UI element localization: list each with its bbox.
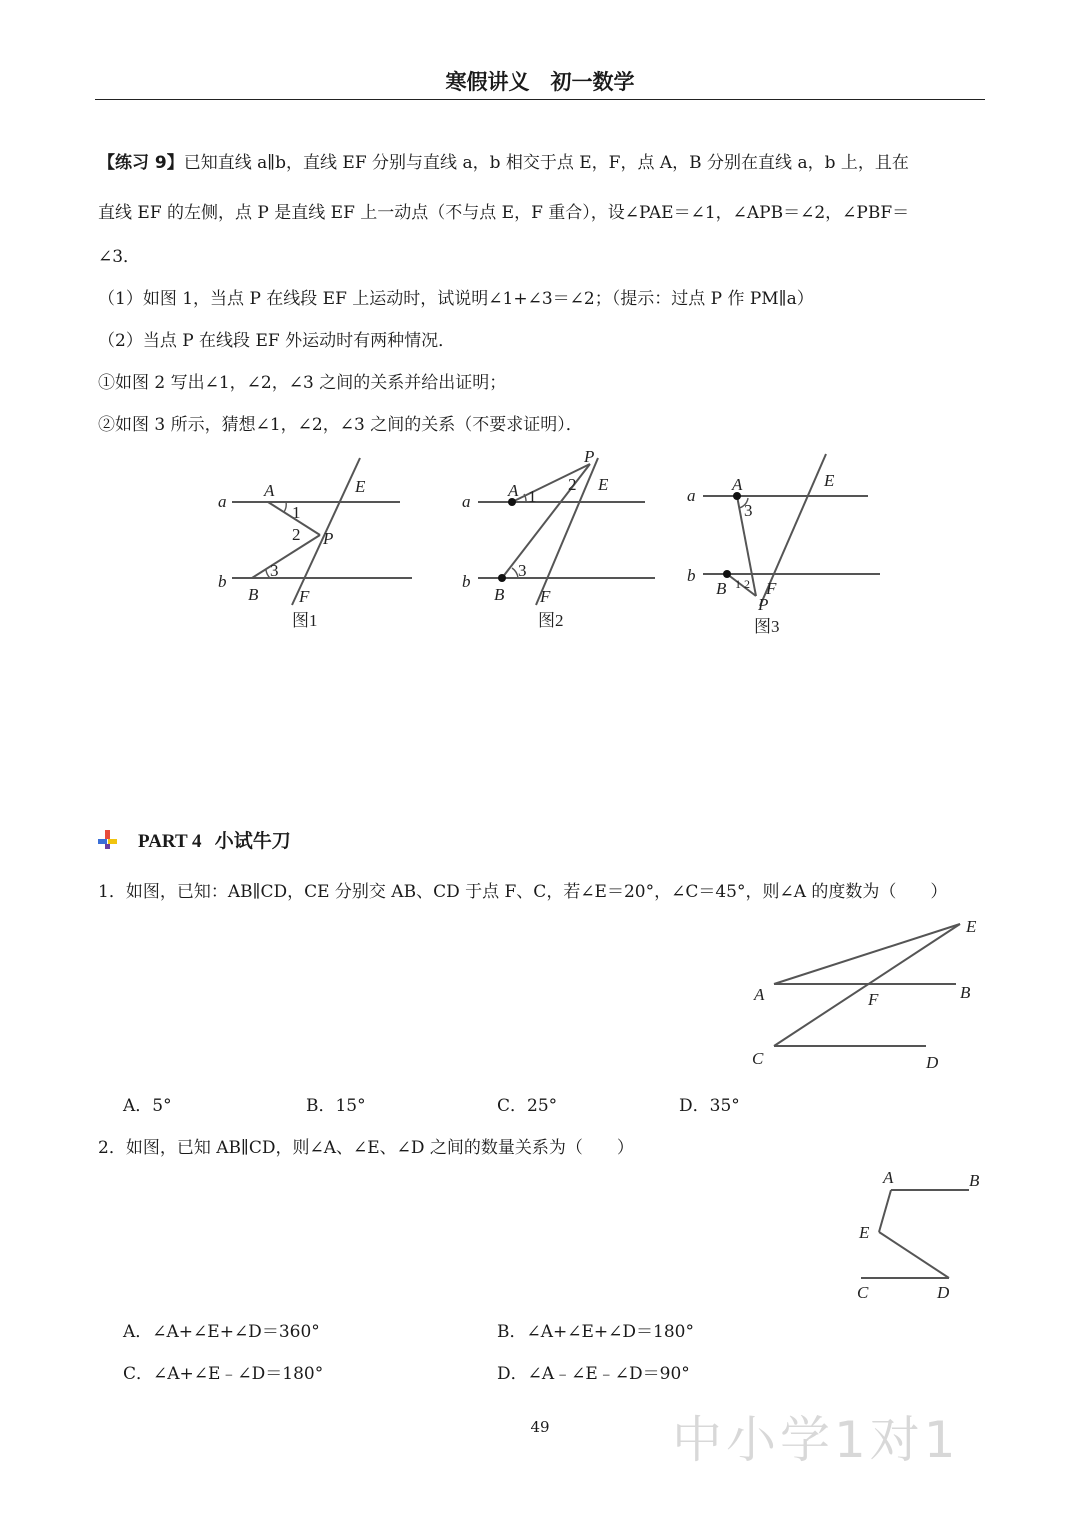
fig1-label-P: P [323, 529, 334, 548]
q2-label-A: A [883, 1168, 894, 1187]
q1-option-b[interactable]: B．15° [306, 1096, 366, 1116]
q1-label-C: C [752, 1049, 764, 1068]
q2-label-B: B [969, 1171, 980, 1190]
exercise-label: 【练习 9】 [98, 153, 184, 173]
fig2-point-B [498, 574, 506, 582]
part4-title: PART 4 [138, 831, 202, 852]
q1-stem: 1．如图，已知：AB∥CD，CE 分别交 AB、CD 于点 F、C，若∠E＝20°，∠C＝45°，则∠A 的度数为（ ） [98, 882, 948, 902]
fig3-caption: 图3 [754, 617, 780, 636]
part4-bullet-icon [98, 830, 118, 850]
fig3-label-a: a [687, 486, 696, 505]
fig2-label-angle2: 2 [568, 475, 577, 494]
q2-option-d[interactable]: D．∠A﹣∠E﹣∠D＝90° [497, 1364, 690, 1384]
figure-2-labels [462, 447, 609, 630]
fig1-segment-pb [252, 535, 320, 578]
exercise-line-2: 直线 EF 的左侧，点 P 是直线 EF 上一动点（不与点 E，F 重合），设∠PAE＝∠1，∠APB＝∠2，∠PBF＝ [98, 203, 910, 223]
header-rule [95, 99, 985, 100]
q1-segment-ae [774, 924, 960, 984]
question-2b: ②如图 3 所示，猜想∠1，∠2，∠3 之间的关系（不要求证明）． [98, 415, 583, 435]
figure-3 [703, 454, 880, 606]
fig1-caption: 图1 [292, 611, 318, 630]
exercise-text-1: 已知直线 a∥b，直线 EF 分别与直线 a，b 相交于点 E，F，点 A，B 分别在直线 a，b 上，且在 [183, 153, 909, 173]
fig1-label-b: b [218, 572, 227, 591]
watermark: 中小学1对1 [672, 1411, 960, 1469]
q1-option-a[interactable]: A．5° [123, 1096, 172, 1116]
fig2-label-a: a [462, 492, 471, 511]
q2-label-D: D [937, 1283, 950, 1300]
q1-label-A: A [754, 985, 765, 1004]
fig2-label-b: b [462, 572, 471, 591]
fig2-label-angle3: 3 [518, 561, 527, 580]
fig1-label-E: E [355, 477, 366, 496]
fig3-label-b: b [687, 566, 696, 585]
q1-option-c[interactable]: C．25° [497, 1096, 558, 1116]
question-1: （1）如图 1，当点 P 在线段 EF 上运动时，试说明∠1+∠3＝∠2；（提示：过点 P 作 PM∥a） [98, 289, 814, 309]
fig2-caption: 图2 [538, 611, 564, 630]
q2-option-b[interactable]: B．∠A+∠E+∠D＝180° [497, 1322, 694, 1342]
page-number: 49 [530, 1418, 550, 1436]
q2-segment-ed [879, 1232, 949, 1278]
figure-1 [232, 458, 412, 605]
question-2: （2）当点 P 在线段 EF 外运动时有两种情况． [98, 331, 456, 351]
fig1-label-angle1: 1 [292, 503, 301, 522]
question-2a: ①如图 2 写出∠1，∠2，∠3 之间的关系并给出证明； [98, 373, 507, 393]
exercise-line-3: ∠3． [98, 247, 141, 267]
q2-segment-ae [879, 1190, 891, 1232]
fig1-angle-1-arc [284, 502, 286, 512]
fig1-label-A: A [264, 481, 275, 500]
fig3-label-F: F [766, 579, 777, 598]
q1-figure [740, 910, 990, 1075]
fig3-label-P: P [758, 595, 769, 614]
part4-heading [98, 826, 291, 853]
fig2-label-B: B [494, 585, 505, 604]
q2-stem: 2．如图，已知 AB∥CD，则∠A、∠E、∠D 之间的数量关系为（ ） [98, 1138, 634, 1158]
q1-label-F: F [868, 990, 879, 1009]
fig1-label-angle3: 3 [270, 561, 279, 580]
fig2-line-ef [536, 458, 598, 605]
fig3-label-A: A [732, 475, 743, 494]
exercise-figures [0, 440, 1080, 650]
fig3-label-angle3: 3 [744, 501, 753, 520]
part4-title-cn: 小试牛刀 [214, 830, 291, 852]
fig1-label-B: B [248, 585, 259, 604]
fig2-label-A: A [508, 481, 519, 500]
fig3-label-angle2: 2 [744, 577, 750, 591]
q2-label-E: E [859, 1223, 870, 1242]
fig1-label-a: a [218, 492, 227, 511]
fig2-label-P: P [584, 447, 595, 466]
figure-2 [478, 458, 655, 605]
fig3-label-E: E [824, 471, 835, 490]
q1-label-E: E [966, 917, 977, 936]
fig1-label-F: F [299, 587, 310, 606]
q1-label-B: B [960, 983, 971, 1002]
q2-label-C: C [857, 1283, 869, 1300]
fig3-point-B [723, 570, 731, 578]
fig2-label-F: F [540, 587, 551, 606]
q2-figure [845, 1160, 995, 1300]
q2-option-c[interactable]: C．∠A+∠E﹣∠D＝180° [123, 1364, 324, 1384]
fig3-label-angle1: 1 [735, 577, 741, 591]
fig1-label-angle2: 2 [292, 525, 301, 544]
q1-label-D: D [926, 1053, 939, 1072]
q2-option-a[interactable]: A．∠A+∠E+∠D＝360° [123, 1322, 320, 1342]
fig2-segment-ap [512, 464, 590, 502]
fig3-label-B: B [716, 579, 727, 598]
q1-option-d[interactable]: D．35° [679, 1096, 740, 1116]
header-title: 寒假讲义 初一数学 [445, 70, 635, 94]
fig2-label-angle1: 1 [528, 487, 537, 506]
fig2-label-E: E [598, 475, 609, 494]
exercise-line-1 [98, 148, 909, 173]
